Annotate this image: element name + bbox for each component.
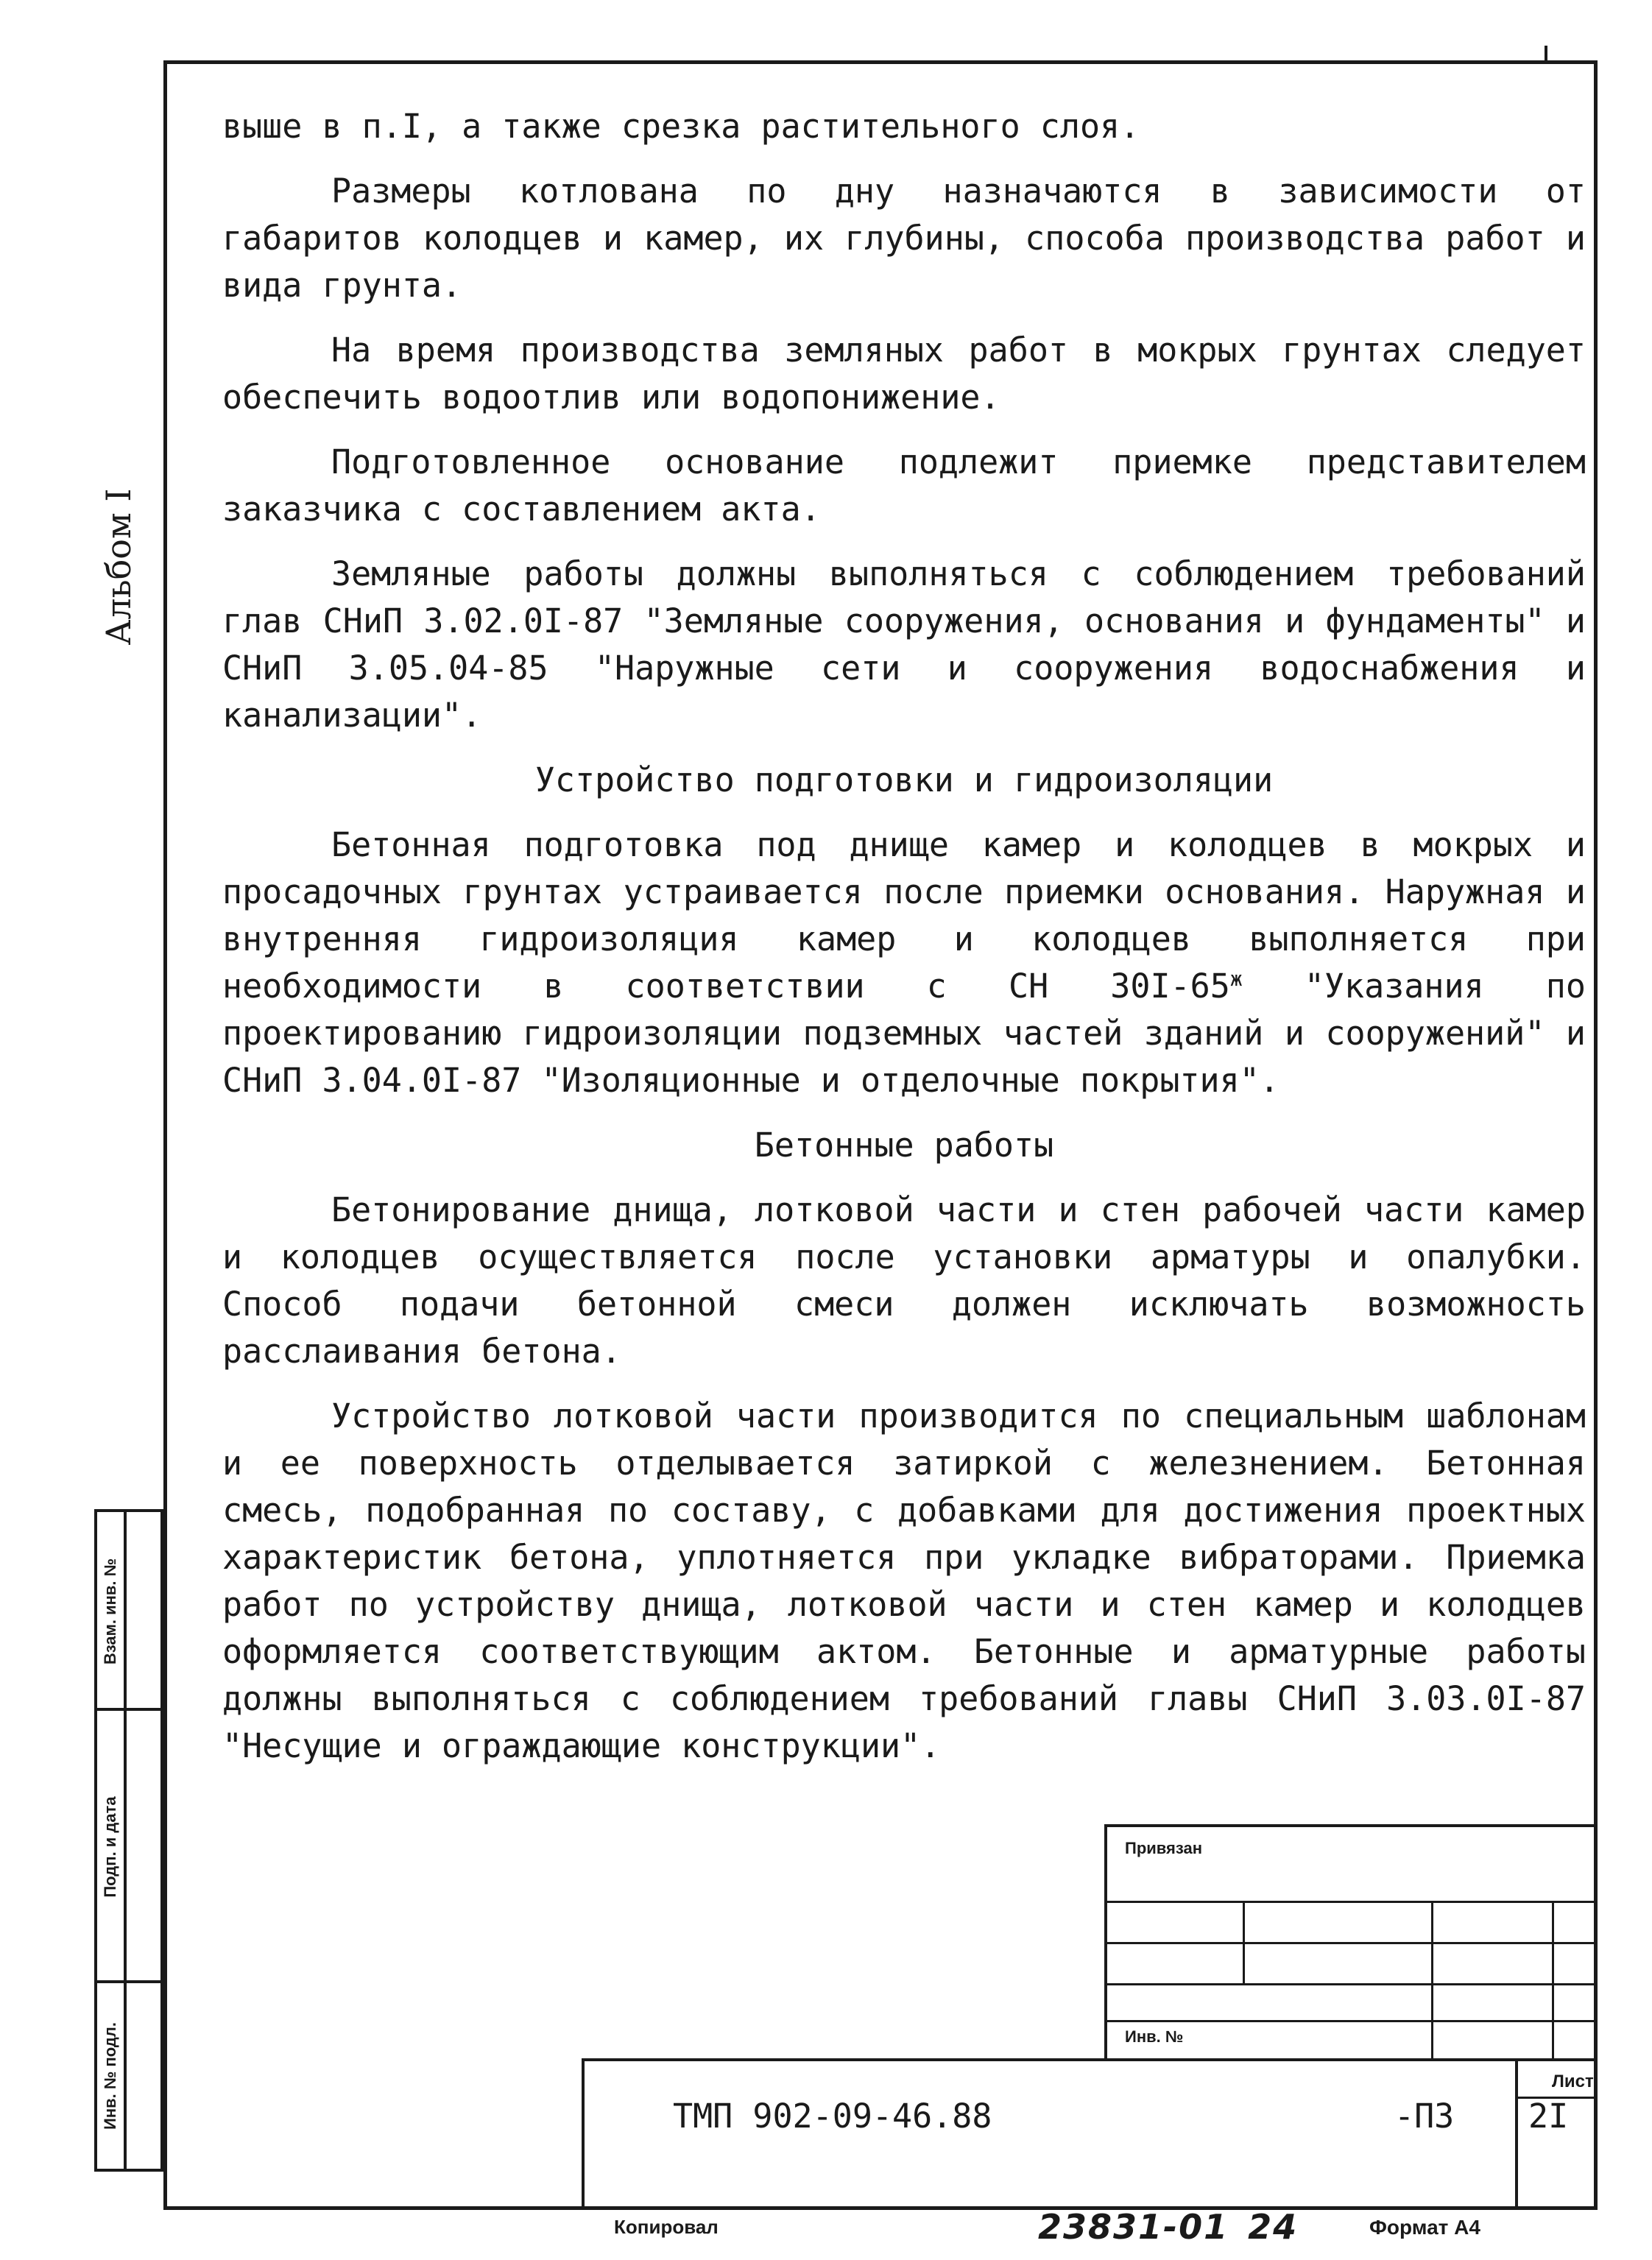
table-line: [1107, 2020, 1598, 2022]
inventory-number-label: Инв. №: [1125, 2027, 1184, 2046]
document-code: ТМП 902-09-46.88: [673, 2097, 992, 2136]
document-body: [222, 103, 1586, 1787]
side-stamp-label-signature-date: Подп. и дата: [101, 1796, 119, 1898]
side-stamp-table: [94, 1509, 163, 2172]
paragraph: выше в п.I, а также срезка растительного слоя.: [222, 107, 1140, 146]
format-label: Формат А4: [1369, 2216, 1480, 2239]
paragraph: На время производства земляных работ в мокрых грунтах следует обеспечить водоотлив или водопонижение.: [222, 331, 1586, 417]
side-stamp-label-original-inv: Инв. № подл.: [101, 2022, 119, 2130]
table-line: [1107, 1901, 1598, 1903]
main-title-block: [582, 2058, 1598, 2210]
table-line: [1243, 1901, 1245, 1985]
table-line: [1107, 1942, 1598, 1944]
binding-label: Привязан: [1125, 1839, 1203, 1857]
paragraph: Подготовленное основание подлежит приемке представителем заказчика с составлением акта.: [222, 442, 1586, 529]
archive-page: 24: [1248, 2207, 1299, 2247]
side-stamp-cell: [97, 1512, 124, 1711]
paragraph-text: "Указания по проектированию гидроизоляции подземных частей зданий и сооружений" и СНиП 3.04.0I-87 "Изоляционные и отделочные покрытия".: [222, 967, 1586, 1100]
copied-by-label: Копировал: [614, 2216, 719, 2238]
paragraph: [222, 822, 1586, 1104]
table-line: [1107, 1983, 1598, 1985]
footnote-mark: ж: [1229, 967, 1243, 991]
table-line: [1515, 2061, 1518, 2210]
sheet-number: 2I: [1528, 2097, 1569, 2136]
sheet-label: Лист: [1552, 2072, 1594, 2091]
archive-number: 23831-01: [1038, 2207, 1229, 2247]
paragraph: Земляные работы должны выполняться с соблюдением требований глав СНиП 3.02.0I-87 "Земляные сооружения, основания и фундаменты" и СНиП 3.05.04-85 "Наружные сети и сооружения водоснабжения и канализации".: [222, 554, 1586, 735]
archive-stamp-number: [1038, 2207, 1298, 2247]
section-heading: Бетонные работы: [754, 1126, 1054, 1165]
section-heading: Устройство подготовки и гидроизоляции: [534, 760, 1274, 799]
document-suffix: -ПЗ: [1394, 2097, 1455, 2136]
paragraph: Размеры котлована по дну назначаются в зависимости от габаритов колодцев и камер, их глубины, способа производства работ и вида грунта.: [222, 172, 1586, 305]
album-label: [93, 442, 144, 692]
album-label-text: Альбом I: [99, 488, 138, 646]
side-stamp-label-replaced-inv: Взам. инв. №: [101, 1558, 119, 1665]
paragraph: Устройство лотковой части производится по специальным шаблонам и ее поверхность отделывается затиркой с железнением. Бетонная смесь, подобранная по составу, с добавками для достижения проектных характеристик бетона, уплотняется при укладке вибраторами. Приемка работ по устройству днища, лотковой части и стен камер и колодцев оформляется соответствующим актом. Бетонные и арматурные работы должны выполняться с соблюдением требований главы СНиП 3.03.0I-87 "Несущие и ограждающие конструкции".: [222, 1396, 1586, 1765]
paragraph: Бетонирование днища, лотковой части и стен рабочей части камер и колодцев осуществляется после установки арматуры и опалубки. Способ подачи бетонной смеси должен исключать возможность расслаивания бетона.: [222, 1190, 1586, 1371]
table-line: [1552, 1901, 1554, 2061]
table-line: [1431, 1901, 1433, 2061]
side-stamp-cell: [97, 1983, 124, 2169]
side-stamp-cell: [97, 1711, 124, 1983]
binding-stamp-table: [1104, 1824, 1598, 2058]
paragraph-text: Бетонная подготовка под днище камер и колодцев в мокрых и просадочных грунтах устраивается после приемки основания. Наружная и внутренняя гидроизоляция камер и колодцев выполняется при необходимости в соответствии с СН 30I-65: [222, 825, 1586, 1006]
